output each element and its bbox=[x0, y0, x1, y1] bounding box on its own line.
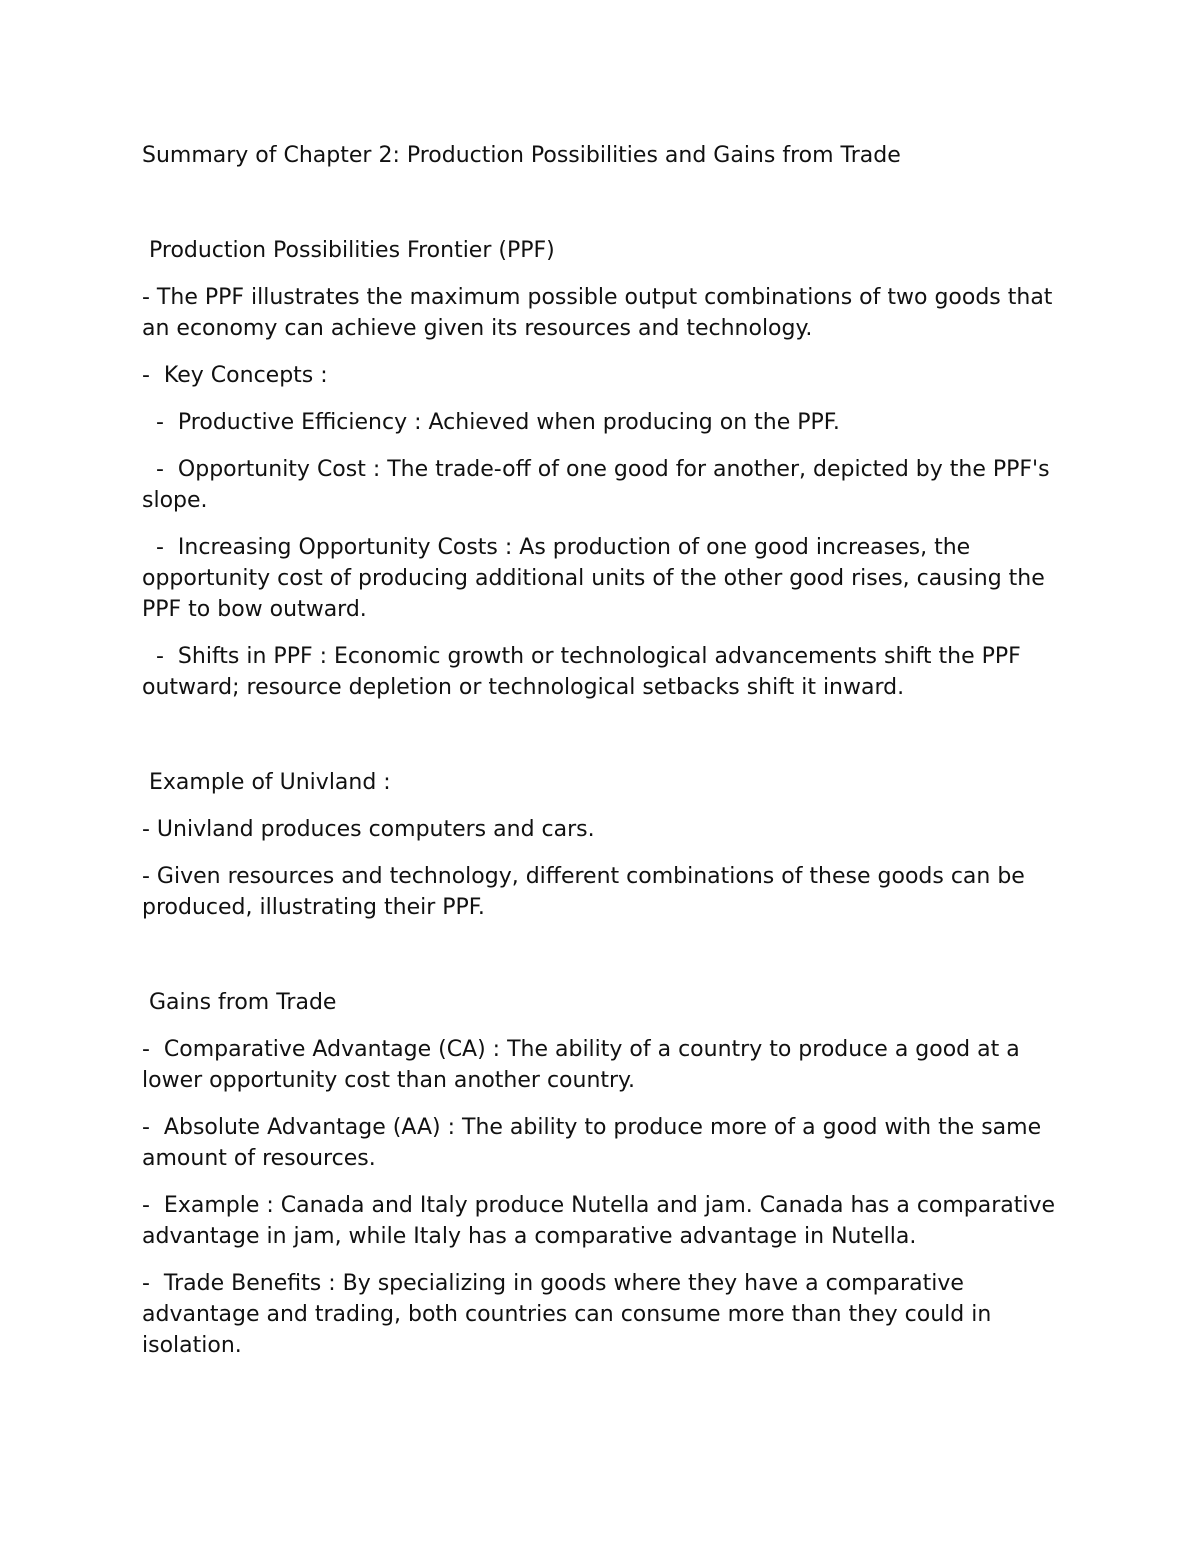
ppf-paragraph-increasing-costs: - Increasing Opportunity Costs : As production of one good increases, the opportunity cost of producing additional units of the other good rises, causing the PPF to bow outward. bbox=[142, 535, 1052, 622]
univland-paragraph-products: - Univland produces computers and cars. bbox=[142, 817, 595, 842]
univland-paragraph-combinations: - Given resources and technology, different combinations of these goods can be produced, illustrating their PPF. bbox=[142, 864, 1032, 920]
trade-paragraph-comparative-advantage: - Comparative Advantage (CA) : The ability of a country to produce a good at a lower opportunity cost than another country. bbox=[142, 1037, 1027, 1093]
document-body bbox=[142, 140, 1072, 1377]
ppf-paragraph-shifts: - Shifts in PPF : Economic growth or technological advancements shift the PPF outward; resource depletion or technological setbacks shift it inward. bbox=[142, 644, 1028, 700]
trade-paragraph-example: - Example : Canada and Italy produce Nutella and jam. Canada has a comparative advantage in jam, while Italy has a comparative advantage in Nutella. bbox=[142, 1193, 1063, 1249]
ppf-paragraph-productive-efficiency: - Productive Efficiency : Achieved when producing on the PPF. bbox=[142, 410, 840, 435]
section-heading-gains-from-trade: Gains from Trade bbox=[142, 990, 337, 1015]
section-heading-ppf: Production Possibilities Frontier (PPF) bbox=[142, 238, 555, 263]
trade-paragraph-benefits: - Trade Benefits : By specializing in goods where they have a comparative advantage and trading, both countries can consume more than they could in isolation. bbox=[142, 1271, 999, 1358]
ppf-paragraph-key-concepts: - Key Concepts : bbox=[142, 363, 328, 388]
ppf-paragraph-definition: - The PPF illustrates the maximum possible output combinations of two goods that an economy can achieve given its resources and technology. bbox=[142, 285, 1060, 341]
document-title: Summary of Chapter 2: Production Possibilities and Gains from Trade bbox=[142, 143, 901, 168]
section-heading-univland: Example of Univland : bbox=[142, 770, 391, 795]
ppf-paragraph-opportunity-cost: - Opportunity Cost : The trade-off of one good for another, depicted by the PPF's slope. bbox=[142, 457, 1057, 513]
trade-paragraph-absolute-advantage: - Absolute Advantage (AA) : The ability to produce more of a good with the same amount of resources. bbox=[142, 1115, 1049, 1171]
